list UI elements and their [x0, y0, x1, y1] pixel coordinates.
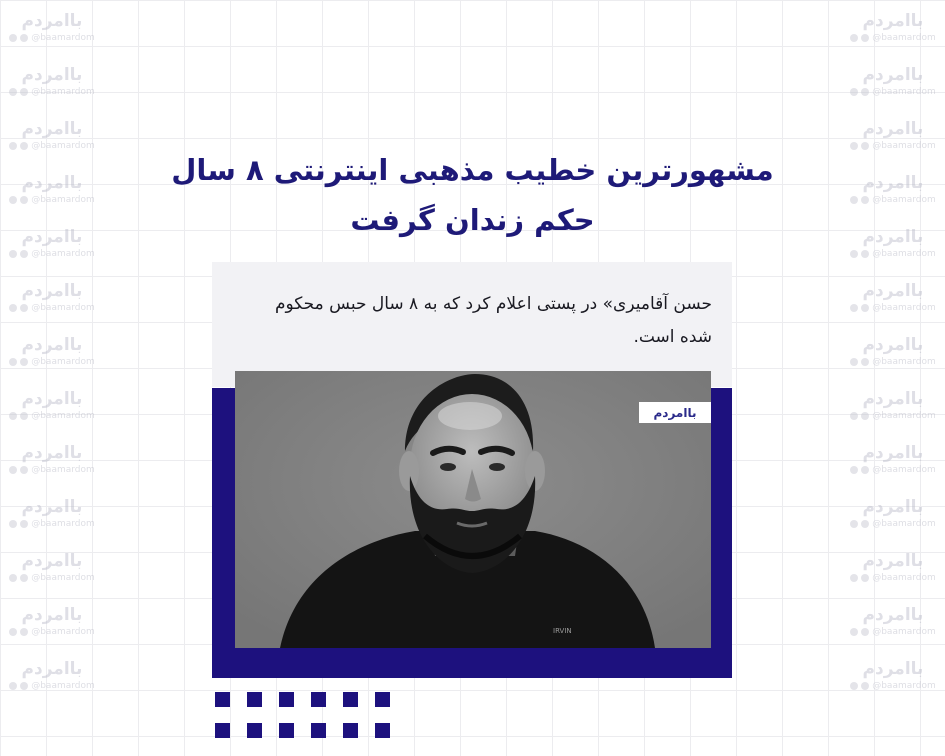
decorative-square — [311, 723, 326, 738]
watermark-column-right — [847, 10, 939, 699]
watermark-handle: @baamardom — [872, 573, 936, 583]
decorative-square — [215, 723, 230, 738]
watermark-handle: @baamardom — [872, 357, 936, 367]
watermark-logo: باامردم — [21, 11, 83, 31]
telegram-icon — [20, 574, 28, 582]
telegram-icon — [861, 520, 869, 528]
telegram-icon — [20, 412, 28, 420]
watermark-logo: باامردم — [21, 335, 83, 355]
watermark-handle: @baamardom — [872, 33, 936, 43]
decorative-square — [247, 692, 262, 707]
instagram-icon — [850, 574, 858, 582]
watermark-logo: باامردم — [21, 173, 83, 193]
watermark-handle: @baamardom — [872, 465, 936, 475]
watermark-handle: @baamardom — [31, 465, 95, 475]
instagram-icon — [9, 304, 17, 312]
watermark-logo: باامردم — [862, 497, 924, 517]
watermark-logo: باامردم — [862, 227, 924, 247]
telegram-icon — [20, 628, 28, 636]
telegram-icon — [861, 304, 869, 312]
telegram-icon — [861, 682, 869, 690]
watermark-handle: @baamardom — [31, 519, 95, 529]
instagram-icon — [850, 88, 858, 96]
watermark-handle: @baamardom — [31, 33, 95, 43]
telegram-icon — [20, 142, 28, 150]
instagram-icon — [850, 682, 858, 690]
watermark-handle: @baamardom — [31, 681, 95, 691]
telegram-icon — [20, 88, 28, 96]
watermark — [6, 496, 98, 537]
instagram-icon — [9, 196, 17, 204]
headline-line-2: حکم زندان گرفت — [350, 203, 595, 237]
decorative-square — [375, 692, 390, 707]
watermark-handle: @baamardom — [872, 141, 936, 151]
watermark-handle: @baamardom — [31, 141, 95, 151]
instagram-icon — [850, 34, 858, 42]
instagram-icon — [9, 250, 17, 258]
telegram-icon — [861, 250, 869, 258]
decorative-square — [279, 692, 294, 707]
telegram-icon — [20, 466, 28, 474]
watermark-handle: @baamardom — [31, 87, 95, 97]
instagram-icon — [850, 520, 858, 528]
watermark-logo: باامردم — [862, 65, 924, 85]
watermark-handle: @baamardom — [31, 411, 95, 421]
watermark — [847, 604, 939, 645]
instagram-icon — [9, 466, 17, 474]
watermark-handle: @baamardom — [31, 357, 95, 367]
watermark — [847, 118, 939, 159]
watermark-logo: باامردم — [862, 335, 924, 355]
watermark — [6, 64, 98, 105]
watermark — [6, 334, 98, 375]
telegram-icon — [20, 682, 28, 690]
watermark-logo: باامردم — [862, 119, 924, 139]
lead-line-2: شده است. — [633, 327, 712, 347]
watermark-logo: باامردم — [21, 443, 83, 463]
watermark-handle: @baamardom — [872, 519, 936, 529]
watermark-handle: @baamardom — [872, 681, 936, 691]
watermark-handle: @baamardom — [872, 411, 936, 421]
watermark-handle: @baamardom — [31, 627, 95, 637]
instagram-icon — [9, 88, 17, 96]
decorative-square — [247, 723, 262, 738]
instagram-icon — [9, 358, 17, 366]
watermark-handle: @baamardom — [872, 87, 936, 97]
instagram-icon — [850, 142, 858, 150]
telegram-icon — [861, 34, 869, 42]
watermark — [847, 172, 939, 213]
watermark — [847, 226, 939, 267]
watermark — [6, 550, 98, 591]
telegram-icon — [861, 196, 869, 204]
watermark-handle: @baamardom — [872, 249, 936, 259]
instagram-icon — [9, 142, 17, 150]
instagram-icon — [9, 34, 17, 42]
watermark — [847, 64, 939, 105]
decorative-square — [279, 723, 294, 738]
instagram-icon — [850, 466, 858, 474]
watermark-logo: باامردم — [862, 605, 924, 625]
instagram-icon — [9, 628, 17, 636]
telegram-icon — [20, 196, 28, 204]
instagram-icon — [850, 250, 858, 258]
telegram-icon — [861, 358, 869, 366]
watermark — [847, 658, 939, 699]
telegram-icon — [20, 34, 28, 42]
watermark-logo: باامردم — [21, 119, 83, 139]
watermark-logo: باامردم — [862, 281, 924, 301]
watermark-handle: @baamardom — [872, 195, 936, 205]
headline-line-1: مشهورترین خطیب مذهبی اینترنتی ۸ سال — [171, 153, 774, 187]
telegram-icon — [861, 142, 869, 150]
decorative-square — [311, 692, 326, 707]
lead-text — [230, 288, 712, 354]
watermark — [6, 442, 98, 483]
watermark-handle: @baamardom — [872, 303, 936, 313]
telegram-icon — [861, 412, 869, 420]
watermark-logo: باامردم — [862, 11, 924, 31]
watermark — [6, 604, 98, 645]
instagram-icon — [9, 682, 17, 690]
watermark-logo: باامردم — [21, 389, 83, 409]
watermark-handle: @baamardom — [31, 195, 95, 205]
decorative-square — [215, 692, 230, 707]
watermark — [847, 442, 939, 483]
watermark — [6, 226, 98, 267]
headline — [150, 145, 795, 245]
decorative-dot-grid — [215, 692, 390, 738]
telegram-icon — [20, 358, 28, 366]
instagram-icon — [850, 412, 858, 420]
watermark-column-left — [6, 10, 98, 699]
watermark-logo: باامردم — [862, 551, 924, 571]
telegram-icon — [20, 520, 28, 528]
watermark-logo: باامردم — [862, 389, 924, 409]
instagram-icon — [850, 628, 858, 636]
watermark — [847, 496, 939, 537]
telegram-icon — [861, 466, 869, 474]
telegram-icon — [20, 304, 28, 312]
watermark — [6, 658, 98, 699]
watermark-handle: @baamardom — [872, 627, 936, 637]
portrait-photo — [235, 371, 711, 648]
watermark — [847, 334, 939, 375]
watermark-logo: باامردم — [21, 227, 83, 247]
watermark — [847, 550, 939, 591]
telegram-icon — [20, 250, 28, 258]
watermark — [6, 118, 98, 159]
instagram-icon — [9, 574, 17, 582]
watermark — [6, 388, 98, 429]
instagram-icon — [850, 304, 858, 312]
watermark-logo: باامردم — [862, 173, 924, 193]
watermark-logo: باامردم — [862, 659, 924, 679]
watermark-logo: باامردم — [21, 551, 83, 571]
watermark — [6, 10, 98, 51]
watermark — [847, 388, 939, 429]
decorative-square — [343, 723, 358, 738]
watermark-handle: @baamardom — [31, 303, 95, 313]
watermark-logo: باامردم — [21, 281, 83, 301]
instagram-icon — [9, 520, 17, 528]
watermark — [6, 280, 98, 321]
lead-line-1: حسن آقامیری» در پستی اعلام کرد که به ۸ سال حبس محکوم — [274, 294, 712, 314]
instagram-icon — [850, 358, 858, 366]
photo-watermark-badge: باامردم — [639, 402, 711, 423]
telegram-icon — [861, 88, 869, 96]
watermark-handle: @baamardom — [31, 249, 95, 259]
watermark — [847, 10, 939, 51]
watermark-logo: باامردم — [21, 605, 83, 625]
telegram-icon — [861, 628, 869, 636]
instagram-icon — [9, 412, 17, 420]
watermark-logo: باامردم — [21, 659, 83, 679]
watermark-handle: @baamardom — [31, 573, 95, 583]
decorative-square — [343, 692, 358, 707]
decorative-square — [375, 723, 390, 738]
watermark — [847, 280, 939, 321]
instagram-icon — [850, 196, 858, 204]
watermark-logo: باامردم — [21, 65, 83, 85]
watermark-logo: باامردم — [21, 497, 83, 517]
telegram-icon — [861, 574, 869, 582]
watermark — [6, 172, 98, 213]
shirt-logo-text: IRVIN — [553, 627, 572, 635]
watermark-logo: باامردم — [862, 443, 924, 463]
